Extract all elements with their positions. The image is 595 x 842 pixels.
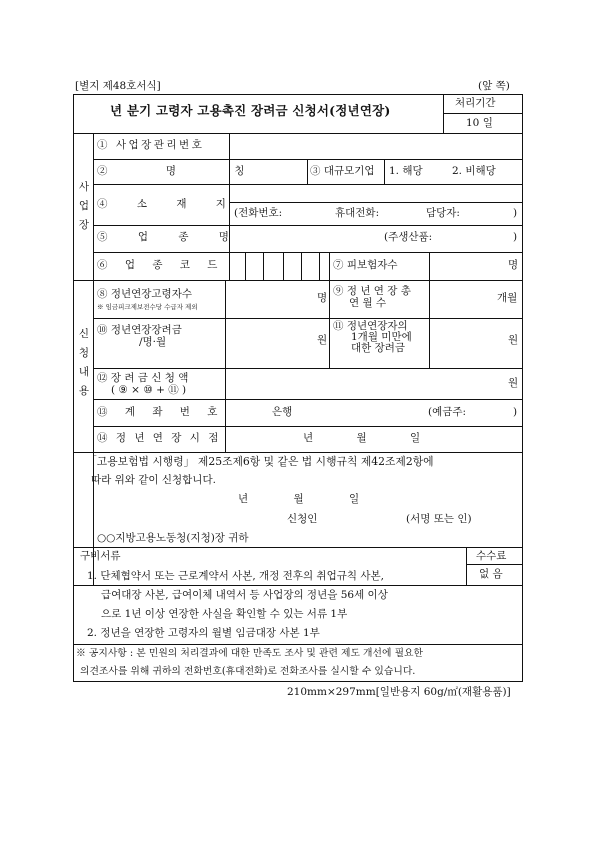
form-title: 년 분기 고령자 고용촉진 장려금 신청서(정년연장): [110, 103, 391, 118]
mobile-label: 휴대전화:: [335, 207, 380, 219]
item11-unit: 원: [508, 334, 519, 346]
business-name-field[interactable]: [231, 162, 305, 182]
addressee: ○○지방고용노동청(지청)장 귀하: [97, 532, 249, 544]
declaration-line1: 「고용보험법 시행령」 제25조제6항 및 같은 법 시행규칙 제42조제2항에: [86, 455, 434, 468]
declaration-line2: 따라 위와 같이 신청합니다.: [91, 474, 216, 486]
applicant-label: 신청인: [287, 513, 318, 525]
business-reg-no-label: ① 사업장관리번호: [97, 139, 205, 151]
item10-unit: 원: [317, 334, 328, 346]
fee-value: 없 음: [479, 568, 503, 580]
fee-label: 수수료: [476, 550, 507, 562]
notice-line1: ※ 공지사항 : 본 민원의 처리결과에 대한 만족도 조사 및 관련 제도 개선에 필요한: [76, 648, 423, 659]
paper-spec: 210mm×297mm[일반용지 60g/㎡(재활용품)]: [287, 686, 511, 698]
business-side-label: 사 업 장: [78, 181, 90, 231]
notice-line2: 의견조사를 위해 귀하의 전화번호(휴대전화)로 전화조사를 실시할 수 있습니다.: [80, 666, 416, 677]
industry-label: ⑤ 업 종 명: [97, 231, 229, 243]
item10-label: ⑩ 정년연장장려금 /명·월: [97, 324, 182, 349]
required-documents-label: 구비서류: [80, 550, 121, 562]
document-item1-line1: 1. 단체협약서 또는 근로계약서 사본, 개정 전후의 취업규칙 사본,: [87, 570, 384, 582]
form-number: [별지 제48호서식]: [75, 80, 161, 92]
item8-label: ⑧ 정년연장고령자수: [97, 288, 192, 300]
main-product-label: (주생산품:: [384, 231, 433, 243]
item11-label: ⑪ 정년연장자의 1개월 미만에 대한 장려금: [333, 320, 412, 355]
item14-label: ⑭ 정 년 연 장 시 점: [97, 432, 221, 444]
phone-label: (전화번호:: [234, 207, 283, 219]
large-corp-option-yes[interactable]: 1. 해당: [389, 165, 423, 177]
document-item1-line3: 으로 1년 이상 연장한 사실을 확인할 수 있는 서류 1부: [101, 608, 348, 620]
industry-code-label: ⑥ 업 종 코 드: [97, 259, 218, 271]
declaration-date: 년 월 일: [238, 493, 360, 505]
item8-note: ※ 임금피크제보전수당 수급자 제외: [97, 303, 198, 311]
industry-code-boxes[interactable]: [231, 254, 317, 278]
paren-close: ): [513, 406, 518, 418]
contact-person-label: 담당자:: [426, 207, 460, 219]
business-name-label: ② 명 칭: [97, 165, 245, 177]
address-field[interactable]: [231, 186, 521, 201]
business-reg-no-field[interactable]: [231, 136, 521, 156]
processing-period-label: 처리기간: [455, 97, 496, 109]
paren-close: ): [513, 207, 518, 219]
bank-label: 은행: [272, 406, 293, 418]
document-item1-line2: 급여대장 사본, 급여이체 내역서 등 사업장의 정년을 56세 이상: [101, 589, 388, 601]
insured-count-label: ⑦ 피보험자수: [333, 259, 398, 271]
document-item2: 2. 정년을 연장한 고령자의 월별 임금대장 사본 1부: [87, 627, 320, 639]
item13-label: ⑬ 계 좌 번 호: [97, 406, 218, 418]
address-label: ④ 소 재 지: [97, 198, 226, 210]
item8-unit: 명: [317, 292, 328, 304]
signature-label: (서명 또는 인): [406, 513, 472, 525]
processing-period-value: 10 일: [466, 117, 493, 129]
depositor-label: (예금주:: [428, 406, 467, 418]
page-side-label: (앞 쪽): [478, 80, 510, 92]
item9-unit: 개월: [497, 292, 518, 304]
item12-unit: 원: [508, 377, 519, 389]
insured-count-unit: 명: [508, 259, 519, 271]
application-side-label: 신 청 내 용: [78, 328, 90, 397]
item14-date: 년 월 일: [303, 432, 421, 444]
item12-label: ⑫ 장 려 금 신 청 액 ( ⑨ × ⑩ + ⑪ ): [97, 372, 189, 397]
large-corp-label: ③ 대규모기업: [310, 165, 375, 177]
item9-label: ⑨ 정 년 연 장 총 연 월 수: [333, 285, 411, 310]
paren-close: ): [513, 231, 518, 243]
large-corp-option-no[interactable]: 2. 비해당: [452, 165, 496, 177]
